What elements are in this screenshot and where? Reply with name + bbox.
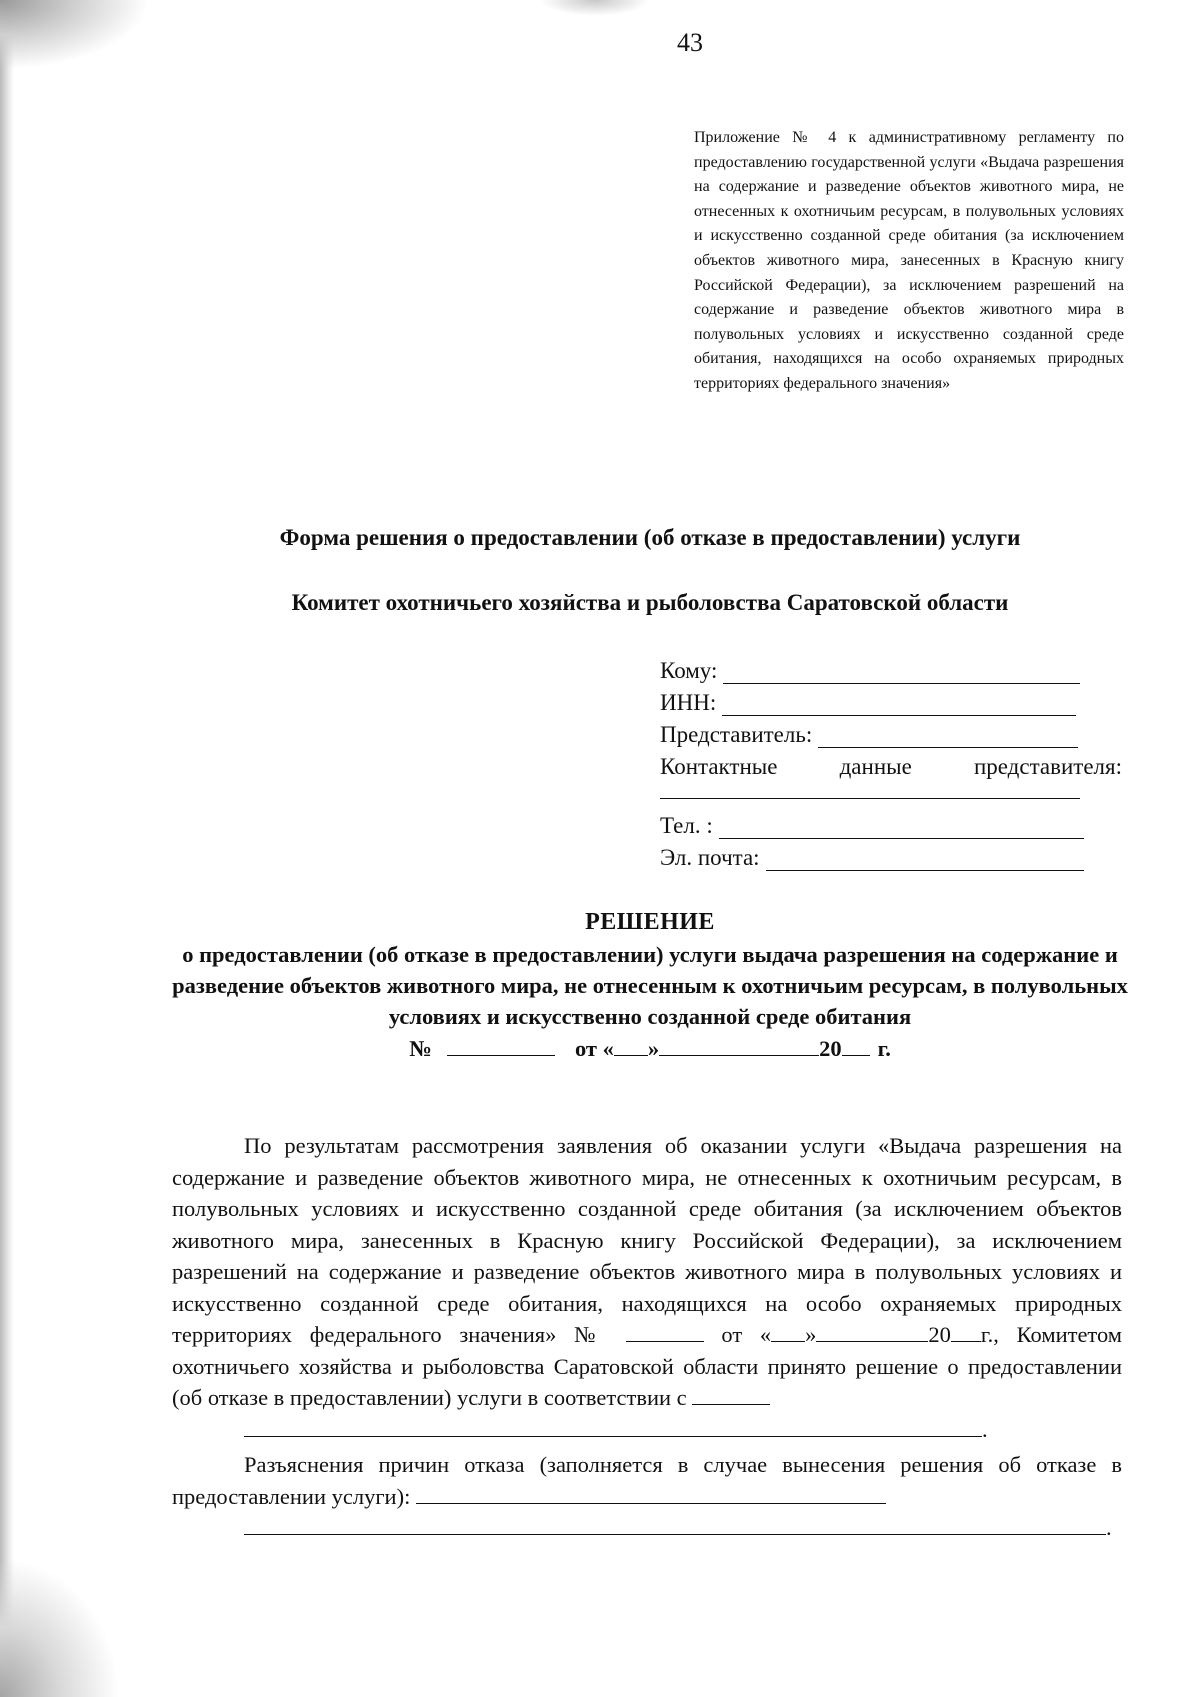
decision-title: РЕШЕНИЕ (585, 909, 715, 935)
contact-label-word-3: представителя: (973, 754, 1122, 779)
basis-continuation (172, 1414, 1122, 1446)
contact-blank (660, 780, 1080, 799)
paragraph-text-end: г., Комитетом охотничьего хозяйства и рыболовства Саратовской области принято решение о предоставлении (об отказе в предоставлении) услуги в соответствии с (172, 1322, 1123, 1410)
paragraph-text-start: По результатам рассмотрения заявления об оказании услуги «Выдача разрешения на содержание и разведение объектов животного мира, не отнесенных к охотничьим ресурсам, в полувольных условиях и искусственно созданной среде обитания (за исключением объектов животного мира, занесенных в Красную книгу Российской Федерации), за исключением разрешений на содержание и разведение объектов животного мира в полувольных условиях и искусственно созданной среде обитания, находящихся на особо охраняемых природных территориях федерального значения» № (172, 1133, 1122, 1347)
committee-name: Комитет охотничьего хозяйства и рыболовства Саратовской области (291, 590, 1009, 615)
representative-label: Представитель: (660, 722, 813, 747)
month-blank (659, 1037, 819, 1056)
year-suffix: г. (877, 1036, 891, 1061)
refusal-text: Разъяснения причин отказа (заполняется в случае вынесения решения об отказе в предоставлении услуги): (172, 1452, 1122, 1509)
decision-heading (130, 905, 1170, 1066)
date-from: от « (574, 1036, 614, 1061)
recipient-to-label: Кому: (660, 658, 718, 683)
request-year-blank (951, 1323, 981, 1342)
basis-period: . (982, 1416, 988, 1442)
request-date-quote: » (805, 1322, 817, 1347)
scan-corner-smudge-bottom (0, 1557, 120, 1697)
basis-blank-line (244, 1418, 982, 1437)
date-close-quote: » (647, 1036, 660, 1061)
decision-number-line (130, 1032, 1170, 1066)
inn-label: ИНН: (660, 690, 717, 715)
inn-blank (722, 691, 1076, 716)
refusal-blank (416, 1485, 886, 1504)
inn-row (660, 684, 1122, 716)
representative-row (660, 716, 1122, 748)
contact-label-word-1: Контактные (660, 754, 778, 779)
representative-blank (818, 723, 1078, 748)
refusal-paragraph (172, 1449, 1122, 1544)
appendix-note: Приложение № 4 к административному регламенту по предоставлению государственной услуги «Выдача разрешения на содержание и разведение объектов животного мира, не отнесенных к охотничьим ресурсам, в полувольных условиях и искусственно созданной среде обитания (за исключением объектов животного мира, занесенных в Красную книгу Российской Федерации), за исключением разрешений на содержание и разведение объектов животного мира в полувольных условиях и искусственно созданной среде обитания, находящихся на особо охраняемых природных территориях федерального значения» (694, 129, 1124, 392)
year-prefix: 20 (819, 1036, 842, 1061)
form-title: Форма решения о предоставлении (об отказе в предоставлении) услуги (279, 525, 1021, 550)
request-year-prefix: 20 (928, 1322, 951, 1347)
day-blank (614, 1037, 648, 1056)
scan-top-smudge (540, 0, 650, 16)
refusal-blank-line (244, 1516, 1106, 1535)
recipient-block (660, 652, 1122, 871)
decision-body (172, 1130, 1122, 1544)
request-day-blank (771, 1323, 805, 1342)
phone-row (660, 807, 1122, 839)
phone-blank (719, 814, 1084, 839)
number-blank (447, 1037, 555, 1056)
recipient-to-blank (723, 659, 1080, 684)
contact-label-word-2: данные (839, 754, 912, 779)
request-number-blank (626, 1323, 704, 1342)
year-blank (842, 1037, 870, 1056)
email-blank (766, 846, 1084, 871)
decision-subtitle: о предоставлении (об отказе в предоставлении) услуги выдача разрешения на содержание и разведение объектов животного мира, не отнесенным к охотничьим ресурсам, в полувольных условиях и искусственно созданной среде обитания (172, 942, 1128, 1029)
email-row (660, 839, 1122, 871)
scan-edge-shadow (0, 0, 14, 1697)
refusal-period: . (1106, 1515, 1112, 1540)
request-month-blank (816, 1323, 928, 1342)
request-date-from: от « (721, 1322, 772, 1347)
basis-blank (692, 1386, 770, 1405)
contact-row (660, 748, 1122, 780)
page-number: 43 (677, 28, 703, 57)
number-sign: № (409, 1036, 432, 1061)
recipient-to-row (660, 652, 1122, 684)
phone-label: Тел. : (660, 813, 713, 838)
refusal-continuation (172, 1512, 1122, 1544)
email-label: Эл. почта: (660, 845, 760, 870)
decision-paragraph (172, 1130, 1122, 1445)
